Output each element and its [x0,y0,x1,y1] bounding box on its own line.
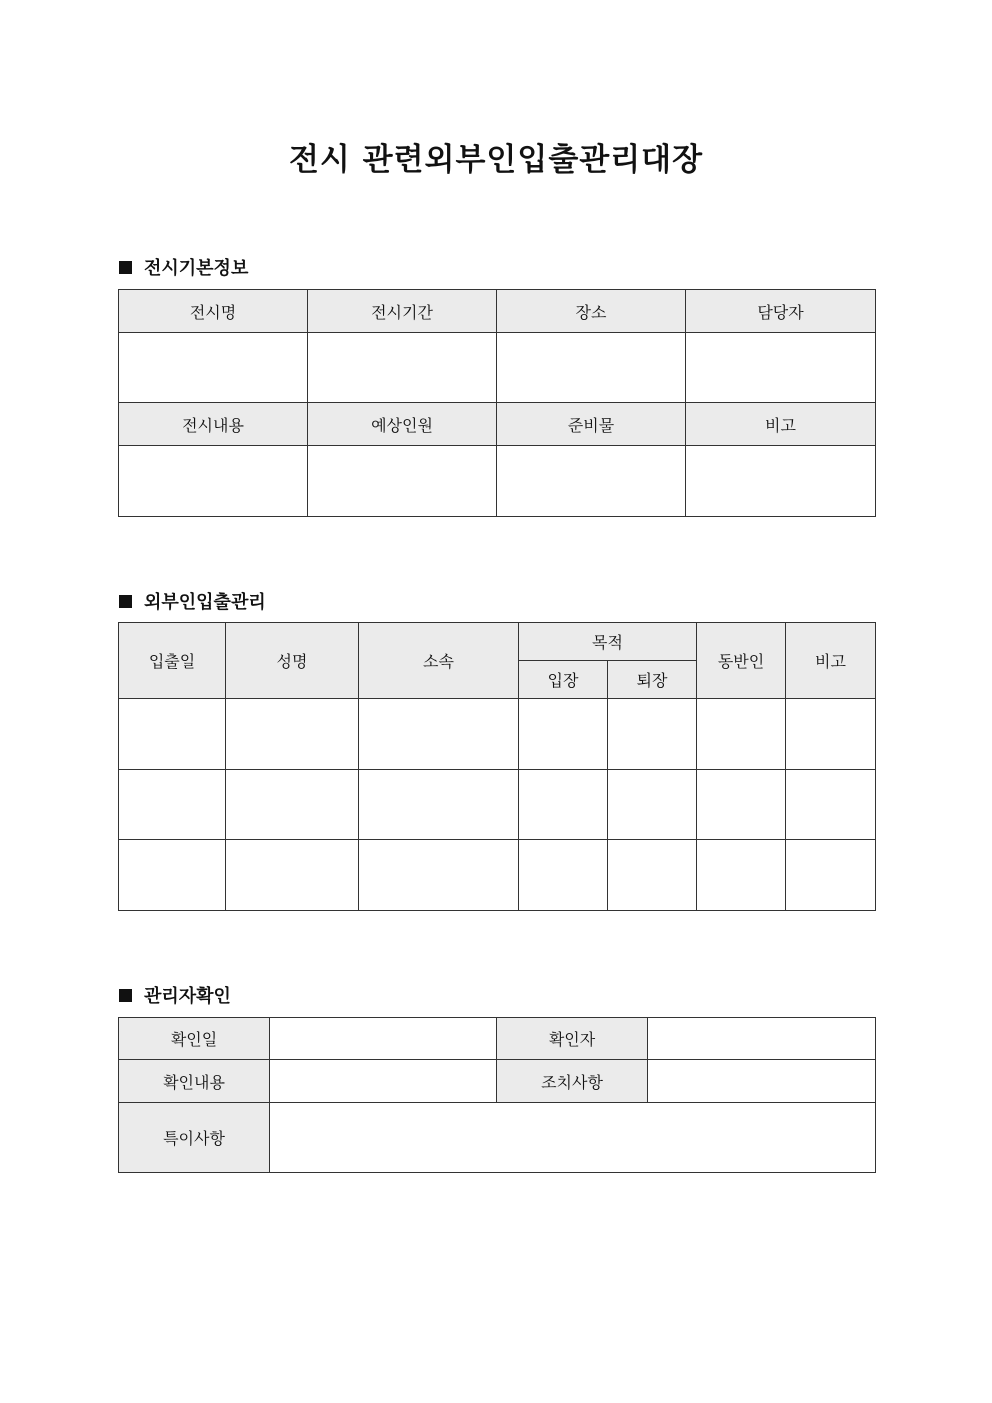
visitor-log-table [118,622,876,911]
header-special-notes: 특이사항 [119,1103,270,1173]
input-cell-exhibition-name[interactable] [119,333,308,403]
header-confirmer: 확인자 [497,1018,648,1060]
header-exhibition-name: 전시명 [119,290,308,333]
header-companion: 동반인 [697,623,786,699]
header-expected-visitors: 예상인원 [308,403,497,446]
header-confirm-date: 확인일 [119,1018,270,1060]
input-cell-action-taken[interactable] [648,1060,876,1103]
table-row [119,699,876,770]
input-cell-confirmer[interactable] [648,1018,876,1060]
input-cell[interactable] [697,699,786,770]
table-row [119,840,876,911]
input-cell-confirm-date[interactable] [270,1018,497,1060]
input-cell-manager[interactable] [686,333,876,403]
header-exhibition-period: 전시기간 [308,290,497,333]
input-cell[interactable] [697,770,786,840]
input-cell-exhibition-period[interactable] [308,333,497,403]
input-cell[interactable] [359,699,519,770]
header-exhibition-content: 전시내용 [119,403,308,446]
section-heading-visitor-log [119,588,266,614]
input-cell[interactable] [786,770,876,840]
input-cell[interactable] [119,699,226,770]
input-cell[interactable] [119,840,226,911]
input-cell-expected-visitors[interactable] [308,446,497,517]
section-heading-manager-confirmation [119,982,231,1008]
section-heading-exhibition-info [119,254,248,280]
table-row [119,770,876,840]
input-cell[interactable] [519,840,608,911]
header-confirm-content: 확인내용 [119,1060,270,1103]
square-bullet-icon [119,261,132,274]
input-cell-exhibition-content[interactable] [119,446,308,517]
input-cell[interactable] [226,840,359,911]
header-location: 장소 [497,290,686,333]
header-name: 성명 [226,623,359,699]
input-cell[interactable] [226,770,359,840]
input-cell[interactable] [697,840,786,911]
input-cell-confirm-content[interactable] [270,1060,497,1103]
header-manager: 담당자 [686,290,876,333]
header-remarks: 비고 [786,623,876,699]
input-cell[interactable] [226,699,359,770]
exhibition-info-table [118,289,876,517]
section-heading-label: 관리자확인 [144,986,231,1007]
input-cell[interactable] [608,770,697,840]
input-cell[interactable] [519,699,608,770]
input-cell[interactable] [786,840,876,911]
input-cell[interactable] [608,699,697,770]
header-date: 입출일 [119,623,226,699]
input-cell-supplies[interactable] [497,446,686,517]
input-cell-remarks[interactable] [686,446,876,517]
header-entry: 입장 [519,661,608,699]
header-remarks: 비고 [686,403,876,446]
section-heading-label: 전시기본정보 [144,258,249,279]
manager-confirmation-table [118,1017,876,1173]
input-cell[interactable] [608,840,697,911]
document-title: 전시 관련외부인입출관리대장 [288,142,704,178]
square-bullet-icon [119,595,132,608]
header-supplies: 준비물 [497,403,686,446]
input-cell[interactable] [359,840,519,911]
header-exit: 퇴장 [608,661,697,699]
header-action-taken: 조치사항 [497,1060,648,1103]
section-heading-label: 외부인입출관리 [144,592,266,613]
header-affiliation: 소속 [359,623,519,699]
input-cell[interactable] [519,770,608,840]
input-cell[interactable] [786,699,876,770]
input-cell[interactable] [119,770,226,840]
square-bullet-icon [119,989,132,1002]
input-cell-special-notes[interactable] [270,1103,876,1173]
input-cell-location[interactable] [497,333,686,403]
input-cell[interactable] [359,770,519,840]
header-purpose: 목적 [519,623,697,661]
